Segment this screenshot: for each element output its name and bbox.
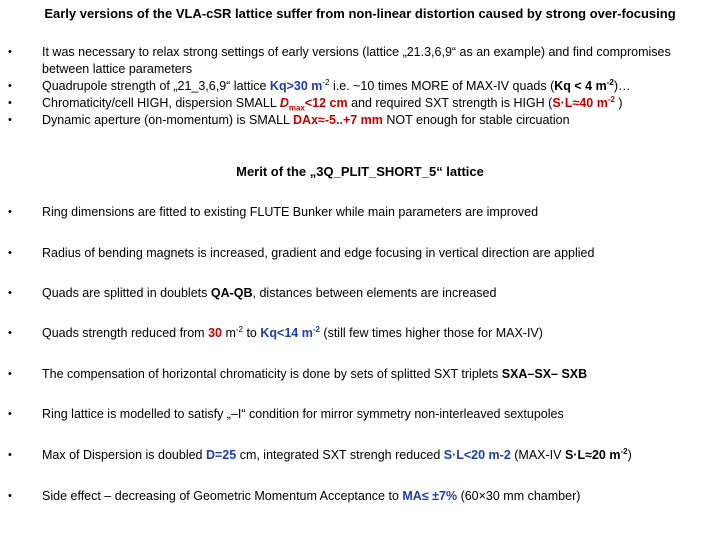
bullet-text: (60×30 mm chamber) bbox=[457, 489, 581, 503]
bullet-text: It was necessary to relax strong settings of early versions (lattice „21.3,6,9“ as an example) and find compromises between lattice parameters bbox=[42, 45, 671, 76]
bullet-text: i.e. ~10 times MORE of MAX-IV quads ( bbox=[329, 79, 555, 93]
bullet-text: (still few times higher those for MAX-IV) bbox=[319, 326, 543, 340]
exponent: -2 bbox=[312, 324, 320, 334]
maxiv-kq-value: Kq < 4 m bbox=[554, 79, 607, 93]
bullet-icon: • bbox=[8, 408, 12, 420]
bullet-text: Radius of bending magnets is increased, gradient and edge focusing in vertical direction are applied bbox=[42, 246, 595, 260]
dispersion-value: <12 cm bbox=[304, 96, 348, 110]
bullet-text: Dynamic aperture (on-momentum) is SMALL bbox=[42, 113, 294, 127]
exponent: -2 bbox=[607, 94, 615, 104]
list-item bbox=[8, 325, 714, 341]
bullet-icon: • bbox=[8, 449, 12, 461]
bullet-icon: • bbox=[8, 80, 12, 92]
bullet-text: cm, integrated SXT strengh reduced bbox=[236, 448, 444, 462]
bullet-text: and required SXT strength is HIGH ( bbox=[347, 96, 553, 110]
exponent: -2 bbox=[322, 77, 330, 87]
bullet-text: Quadrupole strength of „21_3,6,9“ lattice bbox=[42, 79, 270, 93]
bullet-text: ) bbox=[614, 96, 623, 110]
bullet-text: )… bbox=[613, 79, 631, 93]
bullet-icon: • bbox=[8, 247, 12, 259]
list-item bbox=[8, 488, 714, 504]
bullet-icon: • bbox=[8, 114, 12, 126]
old-strength-value: 30 bbox=[208, 326, 222, 340]
problem-bullet-list bbox=[8, 44, 714, 129]
maxiv-sxt-value: S·L≈20 m bbox=[564, 448, 621, 462]
bullet-text: Quads are splitted in doublets bbox=[42, 286, 211, 300]
bullet-text: ) bbox=[627, 448, 632, 462]
list-item bbox=[8, 366, 714, 382]
bullet-text: Max of Dispersion is doubled bbox=[42, 448, 206, 462]
bullet-text: Quads strength reduced from bbox=[42, 326, 209, 340]
bullet-text: Ring dimensions are fitted to existing FLUTE Bunker while main parameters are improved bbox=[42, 205, 539, 219]
slide-title: Early versions of the VLA-cSR lattice suffer from non-linear distortion caused by strong over-focusing bbox=[44, 6, 676, 21]
bullet-icon: • bbox=[8, 490, 12, 502]
bullet-icon: • bbox=[8, 287, 12, 299]
bullet-icon: • bbox=[8, 368, 12, 380]
exponent: -2 bbox=[620, 446, 628, 456]
bullet-text: The compensation of horizontal chromaticity is done by sets of splitted SXT triplets bbox=[42, 367, 502, 381]
bullet-icon: • bbox=[8, 327, 12, 339]
bullet-icon: • bbox=[8, 46, 12, 58]
sxt-strength-value: S·L<20 m-2 bbox=[443, 448, 511, 462]
exponent: -2 bbox=[235, 324, 243, 334]
bullet-text: to bbox=[242, 326, 261, 340]
kq-value: Kq>30 m bbox=[269, 79, 323, 93]
momentum-acceptance-value: MA≤ ±7% bbox=[402, 489, 458, 503]
dynamic-aperture-value: DAx≈-5..+7 mm bbox=[293, 113, 383, 127]
bullet-text: Chromaticity/cell HIGH, dispersion SMALL bbox=[42, 96, 280, 110]
bullet-icon: • bbox=[8, 206, 12, 218]
bullet-text: , distances between elements are increased bbox=[252, 286, 497, 300]
merit-heading: Merit of the „3Q_PLIT_SHORT_5“ lattice bbox=[236, 164, 484, 179]
dispersion-subscript: max bbox=[288, 103, 305, 113]
list-item bbox=[8, 406, 714, 422]
list-item bbox=[8, 95, 714, 112]
list-item bbox=[8, 285, 714, 301]
dispersion-value: D=25 bbox=[205, 448, 237, 462]
list-item bbox=[8, 204, 714, 220]
list-item bbox=[8, 112, 714, 129]
bullet-text: (MAX-IV bbox=[510, 448, 565, 462]
sxt-triplet-label: SXA–SX– SXB bbox=[501, 367, 588, 381]
new-strength-value: Kq<14 m bbox=[260, 326, 313, 340]
sxt-strength-value: S·L≈40 m bbox=[552, 96, 608, 110]
bullet-text: Ring lattice is modelled to satisfy „–I“ condition for mirror symmetry non-interleaved sextupoles bbox=[42, 407, 564, 421]
list-item bbox=[8, 44, 714, 78]
bullet-icon: • bbox=[8, 97, 12, 109]
list-item bbox=[8, 447, 714, 463]
bullet-text: Side effect – decreasing of Geometric Momentum Acceptance to bbox=[42, 489, 403, 503]
bullet-text: NOT enough for stable circuation bbox=[382, 113, 570, 127]
doublet-label: QA-QB bbox=[210, 286, 253, 300]
dispersion-symbol: D bbox=[279, 96, 289, 110]
list-item bbox=[8, 78, 714, 95]
unit-text: m bbox=[221, 326, 236, 340]
list-item bbox=[8, 245, 714, 261]
exponent: -2 bbox=[606, 77, 614, 87]
